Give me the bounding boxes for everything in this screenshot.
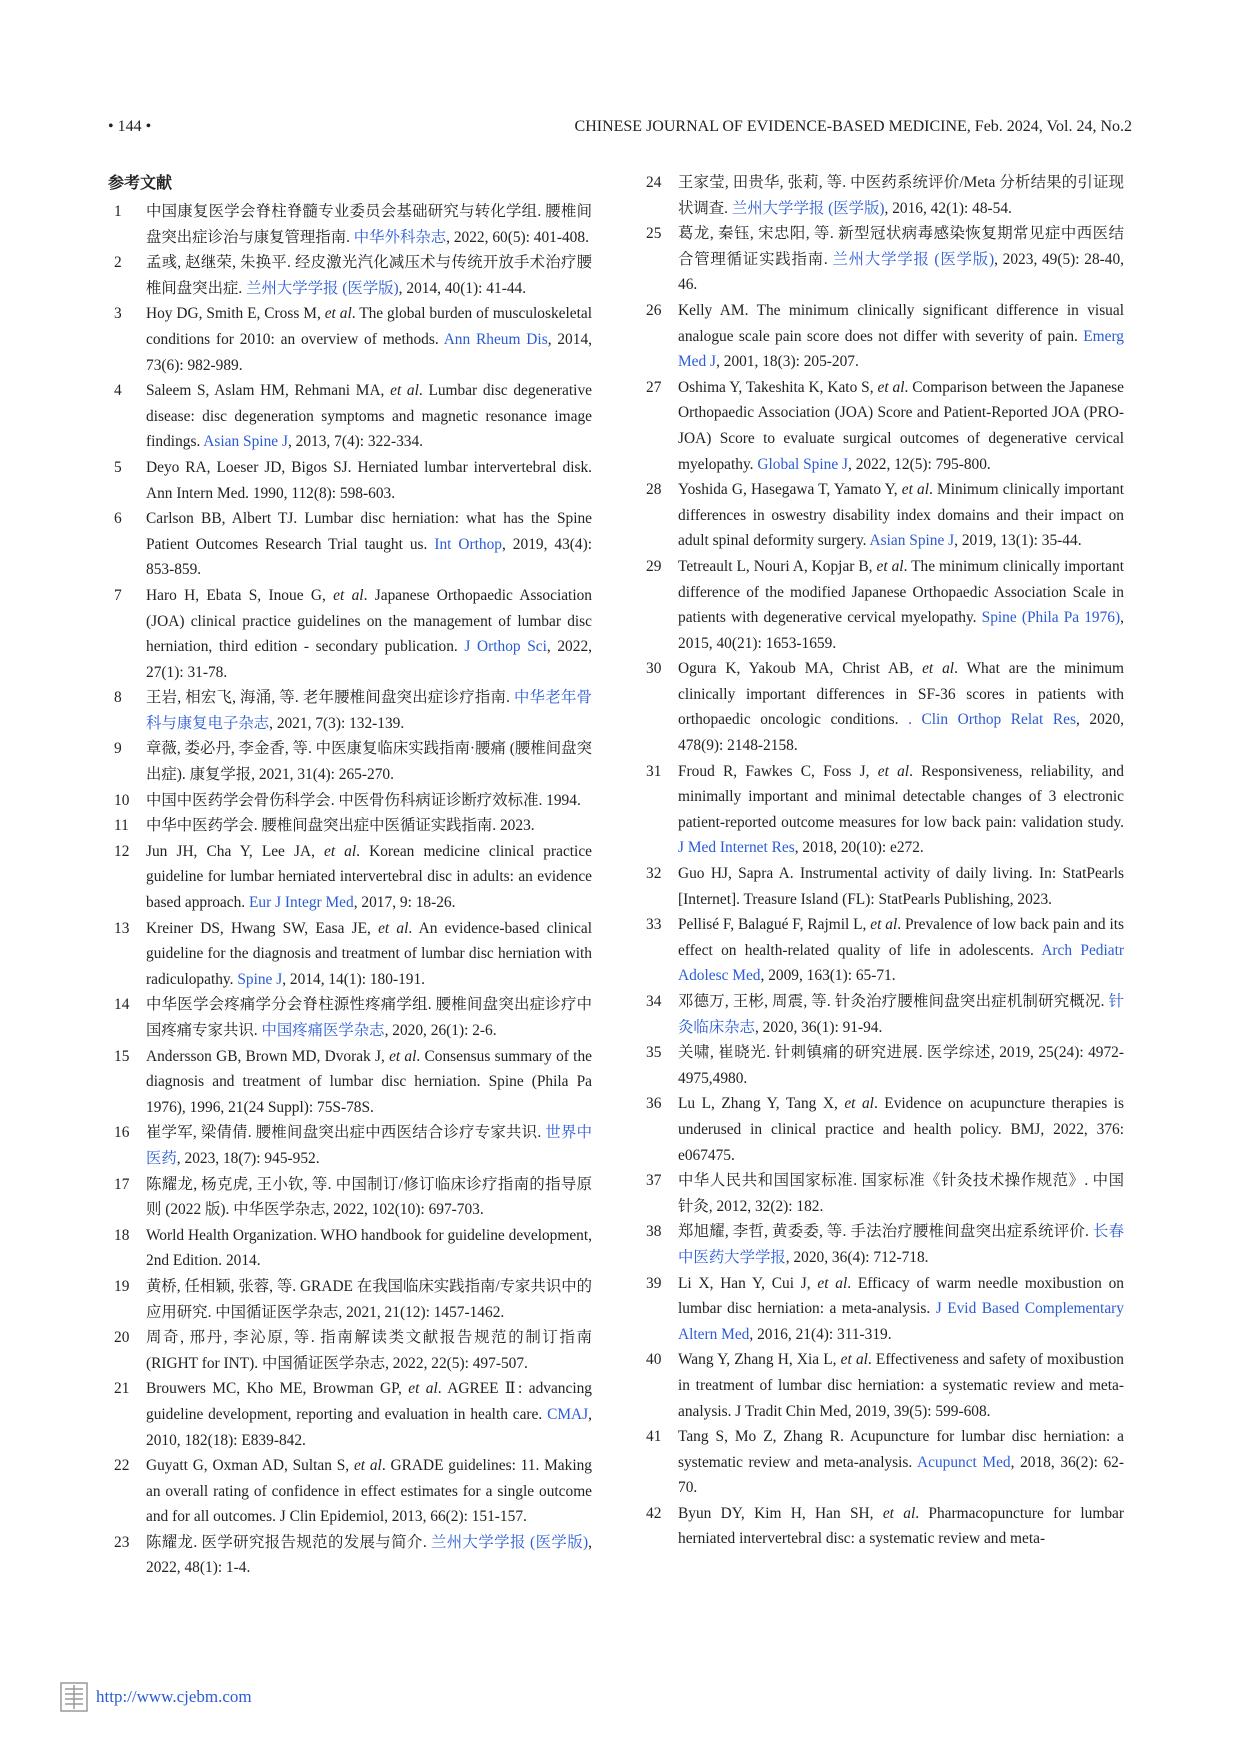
reference-segment: , 2023, 18(7): 945-952. — [176, 1149, 320, 1167]
journal-link[interactable]: Int Orthop — [434, 535, 502, 553]
journal-link[interactable]: Spine (Phila Pa 1976) — [981, 609, 1121, 627]
reference-text — [678, 221, 1124, 298]
reference-number: 18 — [114, 1226, 130, 1244]
et-al-text: et al — [876, 557, 904, 575]
reference-text — [146, 685, 592, 736]
reference-text — [678, 1347, 1124, 1424]
journal-link[interactable]: Acupunct Med — [917, 1453, 1011, 1471]
reference-item — [640, 912, 1124, 989]
reference-number: 10 — [114, 791, 130, 809]
reference-segment: . Comparison between the Japanese Orthopaedic Association (JOA) Score and Patient-Reported JOA (PRO-JOA) Score to evaluate surgical outcomes of degenerative cervical myelopathy. — [678, 378, 1124, 473]
et-al-text: et al — [389, 1047, 417, 1065]
reference-segment: . GRADE guidelines: 11. Making an overall rating of confidence in effect estimates for a single outcome and for all outcomes. J Clin Epidemiol, 2013, 66(2): 151-157. — [146, 1457, 592, 1526]
reference-number: 26 — [646, 301, 662, 319]
reference-segment: . Consensus summary of the diagnosis and treatment of lumbar disc herniation. Spine (Phila Pa 1976), 1996, 21(24 Suppl): 75S-78S. — [146, 1047, 592, 1116]
reference-number: 4 — [114, 382, 122, 400]
reference-segment: . Evidence on acupuncture therapies is underused in clinical practice and health policy. BMJ, 2022, 376: e067475. — [678, 1095, 1124, 1164]
page-header — [108, 118, 1132, 136]
reference-segment: Guo HJ, Sapra A. Instrumental activity of daily living. In: StatPearls [Internet]. Treasure Island (FL): StatPearls Publishing, 2023. — [678, 865, 1124, 908]
reference-number: 29 — [646, 557, 662, 575]
reference-text — [678, 477, 1124, 554]
reference-segment: 孟彧, 赵继荣, 朱换平. 经皮激光汽化减压术与传统开放手术治疗腰椎间盘突出症. — [146, 254, 592, 297]
et-al-text: et al — [333, 586, 364, 604]
reference-segment: Froud R, Fawkes C, Foss J, — [678, 762, 878, 780]
reference-item — [640, 1091, 1124, 1168]
reference-number: 35 — [646, 1044, 662, 1062]
et-al-text: et al — [817, 1274, 848, 1292]
reference-number: 37 — [646, 1172, 662, 1190]
reference-segment: Tang S, Mo Z, Zhang R. Acupuncture for lumbar disc herniation: a systematic review and meta-analysis. — [678, 1428, 1124, 1471]
reference-number: 2 — [114, 254, 122, 272]
reference-segment: Oshima Y, Takeshita K, Kato S, — [678, 378, 878, 396]
et-al-text: et al — [408, 1380, 438, 1398]
reference-item — [640, 170, 1124, 221]
page-footer — [60, 1682, 252, 1712]
reference-item — [640, 375, 1124, 477]
reference-segment: , 2001, 18(3): 205-207. — [716, 353, 859, 371]
reference-item — [640, 656, 1124, 758]
reference-segment: . Lumbar disc degenerative disease: disc degeneration symptoms and magnetic resonance image findings. — [146, 382, 592, 451]
reference-segment: Wang Y, Zhang H, Xia L, — [678, 1351, 841, 1369]
reference-segment: , 2022, 60(5): 401-408. — [446, 228, 589, 246]
reference-segment: , 2018, 20(10): e272. — [794, 839, 924, 857]
reference-segment: . An evidence-based clinical guideline for the diagnosis and treatment of lumbar disc herniation with radiculopathy. — [146, 919, 592, 988]
reference-item — [640, 298, 1124, 375]
reference-text — [678, 1168, 1124, 1219]
references-heading: 参考文献 — [108, 173, 173, 192]
reference-segment: Kelly AM. The minimum clinically significant difference in visual analogue scale pain score does not differ with severity of pain. — [678, 301, 1124, 345]
reference-segment: 葛龙, 秦钰, 宋忠阳, 等. 新型冠状病毒感染恢复期常见症中西医结合管理循证实践指南. — [678, 225, 1124, 268]
reference-segment: , 2019, 43(4): 853-859. — [146, 535, 592, 579]
reference-item — [108, 1376, 592, 1453]
reference-item — [108, 301, 592, 378]
journal-link[interactable]: CMAJ — [547, 1405, 589, 1423]
reference-segment: . Efficacy of warm needle moxibustion on lumbar disc herniation: a meta-analysis. — [678, 1274, 1124, 1318]
reference-text — [146, 813, 592, 839]
reference-segment: . AGREE Ⅱ: advancing guideline development, reporting and evaluation in health care. — [146, 1380, 592, 1423]
reference-segment: . What are the minimum clinically important differences in SF-36 scores in patients with orthopaedic oncologic conditions. — [678, 660, 1124, 729]
journal-link[interactable]: Ann Rheum Dis — [443, 330, 548, 348]
reference-segment: Carlson BB, Albert TJ. Lumbar disc herniation: what has the Spine Patient Outcomes Research Trial taught us. — [146, 510, 592, 553]
reference-segment: 章薇, 娄必丹, 李金香, 等. 中医康复临床实践指南·腰痛 (腰椎间盘突出症). 康复学报, 2021, 31(4): 265-270. — [146, 740, 592, 784]
journal-link[interactable]: 世界中医药 — [146, 1124, 592, 1167]
reference-segment: 中国中医药学会骨伤科学会. 中医骨伤科病证诊断疗效标准. 1994. — [146, 791, 581, 809]
reference-segment: , 2014, 40(1): 41-44. — [398, 279, 527, 297]
reference-number: 9 — [114, 740, 122, 758]
reference-segment: , 2020, 26(1): 2-6. — [384, 1022, 497, 1039]
reference-segment: , 2021, 7(3): 132-139. — [269, 714, 405, 732]
reference-segment: 中华医学会疼痛学分会脊柱源性疼痛学组. 腰椎间盘突出症诊疗中国疼痛专家共识. — [146, 996, 592, 1039]
reference-item — [108, 378, 592, 455]
journal-link[interactable]: Asian Spine J — [203, 433, 288, 451]
reference-segment: . Japanese Orthopaedic Association (JOA) clinical practice guidelines on the management of lumbar disc herniation, third edition - secondary publication. — [146, 586, 592, 656]
reference-number: 39 — [646, 1274, 662, 1292]
reference-number: 42 — [646, 1504, 662, 1522]
reference-segment: , 2020, 36(4): 712-718. — [785, 1248, 929, 1266]
reference-number: 36 — [646, 1095, 662, 1113]
reference-list-left — [108, 199, 592, 1581]
reference-item — [108, 1172, 592, 1223]
reference-item — [640, 1271, 1124, 1348]
reference-item — [640, 989, 1124, 1040]
reference-number: 14 — [114, 996, 130, 1014]
reference-text — [146, 916, 592, 993]
reference-number: 12 — [114, 842, 130, 860]
reference-item — [108, 1044, 592, 1121]
reference-item — [640, 1424, 1124, 1501]
reference-number: 5 — [114, 458, 122, 476]
reference-segment: Andersson GB, Brown MD, Dvorak J, — [146, 1047, 390, 1065]
reference-number: 8 — [114, 689, 122, 707]
reference-number: 15 — [114, 1047, 130, 1065]
journal-link[interactable]: 长春中医药大学学报 — [678, 1223, 1124, 1266]
journal-link[interactable]: 兰州大学学报 (医学版) — [832, 250, 995, 268]
reference-segment: Jun JH, Cha Y, Lee JA, — [146, 842, 324, 860]
reference-segment: 中国康复医学会脊柱脊髓专业委员会基础研究与转化学组. 腰椎间盘突出症诊治与康复管理指南. — [146, 203, 592, 246]
reference-text — [146, 1325, 592, 1376]
reference-item — [108, 1325, 592, 1376]
reference-item — [640, 759, 1124, 861]
journal-link[interactable]: J Med Internet Res — [678, 839, 795, 857]
reference-segment: 邓德万, 王彬, 周震, 等. 针灸治疗腰椎间盘突出症机制研究概况. — [678, 993, 1109, 1010]
reference-number: 11 — [114, 817, 129, 835]
reference-segment: , 2010, 182(18): E839-842. — [146, 1405, 592, 1449]
journal-link[interactable]: Spine J — [237, 970, 283, 988]
reference-segment: . Responsiveness, reliability, and minimally important and minimal detectable changes of 3 electronic patient-reported outcome measures for low back pain: validation study. — [678, 762, 1124, 831]
reference-segment: , 2014, 14(1): 180-191. — [282, 970, 426, 988]
reference-segment: Haro H, Ebata S, Inoue G, — [146, 586, 334, 604]
reference-segment: 王岩, 相宏飞, 海涌, 等. 老年腰椎间盘突出症诊疗指南. — [146, 689, 515, 707]
reference-segment: 周奇, 邢丹, 李沁原, 等. 指南解读类文献报告规范的制订指南 (RIGHT for INT). 中国循证医学杂志, 2022, 22(5): 497-507. — [146, 1329, 592, 1372]
et-al-text: et al — [901, 481, 929, 499]
reference-text — [146, 788, 592, 814]
reference-text — [146, 839, 592, 916]
reference-segment: . The minimum clinically important difference of the modified Japanese Orthopaedic Association Scale in patients with degenerative cervical myelopathy. — [678, 557, 1124, 627]
reference-text — [146, 1453, 592, 1530]
reference-item — [108, 788, 592, 814]
journal-running-title: CHINESE JOURNAL OF EVIDENCE-BASED MEDICINE, Feb. 2024, Vol. 24, No.2 — [574, 118, 1132, 135]
journal-link[interactable]: 兰州大学学报 (医学版) — [430, 1533, 589, 1551]
reference-item — [108, 685, 592, 736]
reference-segment: . Pharmacopuncture for lumbar herniated intervertebral disc: a systematic review and meta- — [678, 1504, 1124, 1548]
reference-segment: World Health Organization. WHO handbook for guideline development, 2nd Edition. 2014. — [146, 1226, 592, 1270]
reference-number: 21 — [114, 1380, 130, 1398]
reference-number: 34 — [646, 993, 662, 1010]
journal-link[interactable]: . Clin Orthop Relat Res — [908, 711, 1076, 729]
reference-number: 31 — [646, 762, 662, 780]
reference-item — [640, 861, 1124, 912]
reference-segment: 郑旭耀, 李哲, 黄委委, 等. 手法治疗腰椎间盘突出症系统评价. — [678, 1223, 1093, 1241]
journal-link[interactable]: 中华外科杂志 — [353, 228, 447, 246]
reference-segment: 王家莹, 田贵华, 张莉, 等. 中医药系统评价/Meta 分析结果的引证现状调查. — [678, 174, 1124, 217]
reference-text — [146, 583, 592, 685]
reference-segment: Saleem S, Aslam HM, Rehmani MA, — [146, 382, 391, 400]
reference-item — [108, 992, 592, 1043]
reference-segment: , 2016, 21(4): 311-319. — [749, 1325, 892, 1343]
reference-segment: Li X, Han Y, Cui J, — [678, 1274, 818, 1292]
reference-item — [108, 250, 592, 301]
reference-text — [146, 1376, 592, 1453]
journal-link[interactable]: Arch Pediatr Adolesc Med — [678, 941, 1124, 985]
reference-segment: , 2016, 42(1): 48-54. — [884, 199, 1012, 217]
reference-item — [640, 1040, 1124, 1091]
reference-segment: Hoy DG, Smith E, Cross M, — [146, 305, 325, 323]
et-al-text: et al — [844, 1095, 874, 1113]
reference-segment: , 2015, 40(21): 1653-1659. — [678, 609, 1124, 652]
reference-item — [108, 506, 592, 583]
journal-url-link[interactable]: http://www.cjebm.com — [96, 1687, 252, 1706]
reference-segment: Yoshida G, Hasegawa T, Yamato Y, — [678, 481, 902, 499]
reference-item — [108, 1223, 592, 1274]
reference-segment: , 2017, 9: 18-26. — [353, 894, 456, 912]
et-al-text: et al — [882, 1504, 916, 1522]
reference-text — [678, 759, 1124, 861]
reference-segment: , 2022, 12(5): 795-800. — [848, 455, 991, 473]
references-right-column — [640, 170, 1124, 1552]
reference-number: 3 — [114, 305, 122, 323]
references-left-column — [108, 170, 592, 1581]
reference-number: 17 — [114, 1175, 130, 1193]
reference-segment: . Korean medicine clinical practice guideline for lumbar herniated intervertebral disc in adults: an evidence based approach. — [146, 842, 592, 912]
et-al-text: et al — [324, 305, 352, 323]
et-al-text: et al — [390, 382, 419, 400]
et-al-text: et al — [324, 842, 357, 860]
reference-text — [678, 656, 1124, 758]
reference-segment: 陈耀龙, 杨克虎, 王小钦, 等. 中国制订/修订临床诊疗指南的指导原则 (2022 版). 中华医学杂志, 2022, 102(10): 697-703. — [146, 1175, 592, 1219]
reference-text — [678, 1424, 1124, 1501]
reference-segment: 关啸, 崔晓光. 针刺镇痛的研究进展. 医学综述, 2019, 25(24): 4972-4975,4980. — [678, 1044, 1124, 1087]
reference-item — [640, 1347, 1124, 1424]
reference-segment: 崔学军, 梁倩倩. 腰椎间盘突出症中西医结合诊疗专家共识. — [146, 1124, 546, 1142]
journal-link[interactable]: J Evid Based Complementary Altern Med — [678, 1300, 1124, 1343]
reference-number: 20 — [114, 1329, 130, 1347]
reference-text — [146, 1274, 592, 1325]
reference-number: 25 — [646, 225, 662, 243]
reference-segment: , 2013, 7(4): 322-334. — [287, 433, 424, 451]
reference-segment: 黄桥, 任相颖, 张蓉, 等. GRADE 在我国临床实践指南/专家共识中的应用研究. 中国循证医学杂志, 2021, 21(12): 1457-1462. — [146, 1277, 592, 1321]
reference-text — [146, 736, 592, 787]
reference-segment: Deyo RA, Loeser JD, Bigos SJ. Herniated lumbar intervertebral disk. Ann Intern Med. 1990, 112(8): 598-603. — [146, 458, 592, 502]
journal-link[interactable]: 中国疼痛医学杂志 — [261, 1022, 385, 1039]
reference-text — [678, 554, 1124, 656]
reference-segment: Kreiner DS, Hwang SW, Easa JE, — [146, 919, 379, 937]
reference-text — [146, 301, 592, 378]
journal-link[interactable]: Global Spine J — [757, 455, 848, 473]
journal-link[interactable]: Eur J Integr Med — [249, 894, 354, 912]
journal-link[interactable]: Asian Spine J — [869, 532, 955, 550]
reference-number: 19 — [114, 1277, 130, 1295]
reference-segment: 中华中医药学会. 腰椎间盘突出症中医循证实践指南. 2023. — [146, 817, 535, 835]
reference-segment: . Prevalence of low back pain and its effect on health-related quality of life in adolescents. — [678, 916, 1124, 959]
et-al-text: et al — [877, 762, 910, 780]
reference-segment: Pellisé F, Balagué F, Rajmil L, — [678, 916, 871, 934]
reference-segment: , 2018, 36(2): 62-70. — [678, 1453, 1124, 1497]
reference-number: 28 — [646, 481, 662, 499]
reference-segment: . Minimum clinically important differences in oswestry disability index domains and their impact on adult spinal deformity surgery. — [678, 481, 1124, 550]
journal-link[interactable]: 中华老年骨科与康复电子杂志 — [146, 689, 592, 732]
reference-text — [146, 1044, 592, 1121]
et-al-text: et al — [877, 378, 905, 396]
reference-number: 33 — [646, 916, 662, 934]
et-al-text: et al — [840, 1351, 868, 1369]
reference-text — [678, 1091, 1124, 1168]
reference-item — [108, 583, 592, 685]
reference-text — [146, 250, 592, 301]
reference-text — [678, 912, 1124, 989]
reference-text — [678, 1271, 1124, 1348]
reference-number: 32 — [646, 865, 662, 883]
reference-item — [640, 1219, 1124, 1270]
reference-text — [678, 375, 1124, 477]
reference-item — [108, 736, 592, 787]
reference-item — [640, 1501, 1124, 1552]
reference-number: 6 — [114, 510, 122, 528]
reference-text — [146, 992, 592, 1043]
et-al-text: et al — [378, 919, 409, 937]
reference-item — [108, 813, 592, 839]
reference-segment: , 2009, 163(1): 65-71. — [760, 967, 896, 985]
reference-text — [678, 1219, 1124, 1270]
reference-number: 23 — [114, 1533, 130, 1551]
page-number: • 144 • — [108, 118, 152, 135]
reference-number: 27 — [646, 378, 662, 396]
reference-segment: Lu L, Zhang Y, Tang X, — [678, 1095, 845, 1113]
reference-item — [108, 839, 592, 916]
reference-item — [108, 1453, 592, 1530]
reference-item — [108, 199, 592, 250]
reference-text — [678, 1501, 1124, 1552]
reference-item — [108, 1274, 592, 1325]
et-al-text: et al — [922, 660, 955, 678]
reference-segment: , 2022, 27(1): 31-78. — [146, 638, 592, 681]
reference-text — [678, 1040, 1124, 1091]
reference-segment: Guyatt G, Oxman AD, Sultan S, — [146, 1457, 354, 1475]
reference-item — [108, 1120, 592, 1171]
reference-text — [678, 989, 1124, 1040]
reference-list-right — [640, 170, 1124, 1552]
journal-link[interactable]: 兰州大学学报 (医学版) — [731, 199, 885, 217]
reference-segment: , 2020, 478(9): 2148-2158. — [678, 711, 1125, 755]
reference-item — [640, 554, 1124, 656]
reference-item — [640, 221, 1124, 298]
journal-link[interactable]: J Orthop Sci — [464, 638, 547, 656]
reference-segment: , 2020, 36(1): 91-94. — [754, 1018, 883, 1036]
reference-text — [678, 298, 1124, 375]
reference-number: 24 — [646, 174, 662, 191]
reference-text — [146, 378, 592, 455]
reference-text — [146, 506, 592, 583]
reference-item — [108, 455, 592, 506]
reference-segment: . The global burden of musculoskeletal conditions for 2010: an overview of methods. — [146, 305, 592, 348]
journal-link[interactable]: 兰州大学学报 (医学版) — [246, 279, 399, 297]
reference-item — [108, 916, 592, 993]
reference-text — [146, 1120, 592, 1171]
reference-text — [146, 1530, 592, 1581]
reference-number: 38 — [646, 1223, 662, 1241]
reference-item — [640, 1168, 1124, 1219]
et-al-text: et al — [870, 916, 898, 934]
reference-number: 41 — [646, 1428, 662, 1446]
reference-segment: , 2014, 73(6): 982-989. — [146, 330, 592, 374]
reference-text — [678, 170, 1124, 221]
reference-number: 16 — [114, 1124, 130, 1142]
reference-segment: 中华人民共和国国家标准. 国家标准《针灸技术操作规范》. 中国针灸, 2012, 32(2): 182. — [678, 1172, 1124, 1215]
reference-text — [678, 861, 1124, 912]
reference-item — [640, 477, 1124, 554]
reference-number: 13 — [114, 919, 130, 937]
reference-number: 30 — [646, 660, 662, 678]
reference-segment: Brouwers MC, Kho ME, Browman GP, — [146, 1380, 409, 1398]
reference-segment: , 2019, 13(1): 35-44. — [954, 532, 1082, 550]
reference-number: 22 — [114, 1457, 130, 1475]
reference-segment: Ogura K, Yakoub MA, Christ AB, — [678, 660, 923, 678]
reference-text — [146, 1172, 592, 1223]
reference-number: 40 — [646, 1351, 662, 1369]
journal-logo-icon — [60, 1682, 88, 1712]
reference-segment: Tetreault L, Nouri A, Kopjar B, — [678, 557, 877, 575]
journal-link[interactable]: 针灸临床杂志 — [678, 993, 1124, 1036]
et-al-text: et al — [353, 1457, 382, 1475]
reference-segment: . Effectiveness and safety of moxibustion in treatment of lumbar disc herniation: a systematic review and meta-analysis. J Tradit Chin Med, 2019, 39(5): 599-608. — [678, 1351, 1124, 1420]
reference-number: 1 — [114, 203, 122, 220]
reference-text — [146, 455, 592, 506]
journal-link[interactable]: Emerg Med J — [678, 327, 1124, 371]
reference-number: 7 — [114, 586, 122, 604]
reference-segment: , 2023, 49(5): 28-40, 46. — [678, 250, 1124, 294]
reference-segment: 陈耀龙. 医学研究报告规范的发展与简介. — [146, 1533, 431, 1551]
reference-item — [108, 1530, 592, 1581]
reference-text — [146, 1223, 592, 1274]
reference-segment: , 2022, 48(1): 1-4. — [146, 1533, 592, 1577]
reference-text — [146, 199, 592, 250]
reference-segment: Byun DY, Kim H, Han SH, — [678, 1504, 883, 1522]
